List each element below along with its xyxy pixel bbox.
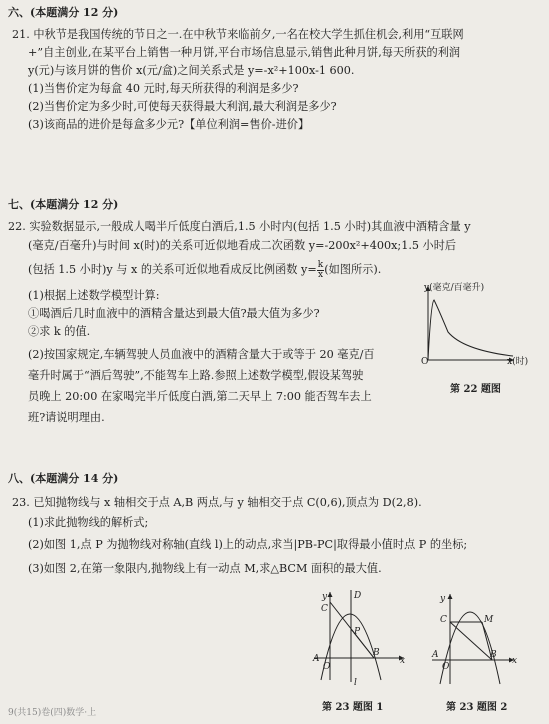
fraction-numerator: k bbox=[317, 259, 324, 270]
fig23-2-label-x: x bbox=[512, 656, 518, 666]
fig23-1-label-B: B bbox=[373, 648, 380, 658]
fig23-1-label-A: A bbox=[313, 654, 320, 664]
page-footer: 9(共15)卷(四)数学·上 bbox=[8, 708, 97, 718]
q22-part-2-line-4: 班?请说明理由. bbox=[28, 411, 105, 424]
q22-part-1b: ②求 k 的值. bbox=[28, 325, 91, 338]
fig23-1-label-C: C bbox=[321, 604, 328, 614]
q23-part-2: (2)如图 1,点 P 为抛物线对称轴(直线 l)上的动点,求当|PB-PC|取得最小值时点 P 的坐标; bbox=[28, 538, 468, 551]
q23-line-1: 23. 已知抛物线与 x 轴相交于点 A,B 两点,与 y 轴相交于点 C(0,6),顶点为 D(2,8). bbox=[12, 496, 422, 509]
fig23-1-label-y: y bbox=[322, 592, 328, 602]
fig23-1-caption: 第 23 题图 1 bbox=[322, 702, 384, 713]
fig22-y-label: y(毫克/百毫升) bbox=[424, 283, 485, 293]
q21-line-3: y(元)与该月饼的售价 x(元/盒)之间关系式是 y=-x²+100x-1 600. bbox=[28, 64, 355, 77]
fig23-1-label-x: x bbox=[400, 656, 406, 666]
q22-part-2-line-2: 毫升时属于“酒后驾驶”,不能驾车上路.参照上述数学模型,假设某驾驶 bbox=[28, 369, 364, 382]
q22-part-2-line-3: 员晚上 20:00 在家喝完半斤低度白酒,第二天早上 7:00 能否驾车去上 bbox=[28, 390, 372, 403]
fig22-x-label: x(时) bbox=[507, 357, 529, 367]
fig22-curve bbox=[428, 300, 513, 360]
q21-part-1: (1)当售价定为每盒 40 元时,每天所获得的利润是多少? bbox=[28, 82, 299, 95]
q22-part-2-line-1: (2)按国家规定,车辆驾驶人员血液中的酒精含量大于或等于 20 毫克/百 bbox=[28, 348, 375, 361]
q23-part-3: (3)如图 2,在第一象限内,抛物线上有一动点 M,求△BCM 面积的最大值. bbox=[28, 562, 382, 575]
q23-part-1: (1)求此抛物线的解析式; bbox=[28, 516, 149, 529]
fig23-2-line-cb bbox=[450, 622, 492, 660]
fig22-origin-label: O bbox=[421, 357, 429, 367]
fig23-1-label-D: D bbox=[354, 591, 362, 601]
fig23-2-label-O: O bbox=[442, 662, 450, 672]
fig23-2-label-A: A bbox=[432, 650, 439, 660]
fig23-2-label-M: M bbox=[484, 615, 494, 625]
fig23-1-label-l: l bbox=[354, 678, 357, 688]
q21-part-3: (3)该商品的进价是每盒多少元?【单位利润=售价-进价】 bbox=[28, 118, 310, 131]
fig23-1-label-P: P bbox=[354, 627, 361, 637]
q22-line-3 bbox=[28, 259, 381, 281]
fig23-1-y-arrow bbox=[328, 592, 333, 597]
q22-part-1a: ①喝酒后几时血液中的酒精含量达到最大值?最大值为多少? bbox=[28, 307, 320, 320]
q22-line-3-tail: (如图所示). bbox=[324, 263, 382, 276]
q21-part-2: (2)当售价定为多少时,可使每天获得最大利润,最大利润是多少? bbox=[28, 100, 337, 113]
fig22-caption: 第 22 题图 bbox=[450, 384, 501, 395]
fig23-2-label-B: B bbox=[490, 650, 497, 660]
section-7-heading: 七、(本题满分 12 分) bbox=[8, 198, 119, 211]
q21-line-2: +”自主创业,在某平台上销售一种月饼,平台市场信息显示,销售此种月饼,每天所获的利润 bbox=[28, 46, 461, 59]
fig23-2-label-C: C bbox=[440, 615, 447, 625]
fig23-1-label-O: O bbox=[323, 662, 331, 672]
q22-part-1: (1)根据上述数学模型计算: bbox=[28, 289, 160, 302]
fig23-2-caption: 第 23 题图 2 bbox=[446, 702, 508, 713]
q21-line-1: 21. 中秋节是我国传统的节日之一.在中秋节来临前夕,一名在校大学生抓住机会,利用“互联网 bbox=[12, 28, 464, 41]
fig23-2-label-y: y bbox=[440, 594, 446, 604]
fraction-denominator: x bbox=[317, 269, 324, 280]
section-8-heading: 八、(本题满分 14 分) bbox=[8, 472, 119, 485]
fig23-2-y-arrow bbox=[448, 594, 453, 599]
q22-line-2: (毫克/百毫升)与时间 x(时)的关系可近似地看成二次函数 y=-200x²+400x;1.5 小时后 bbox=[28, 239, 457, 252]
q22-line-1: 22. 实验数据显示,一般成人喝半斤低度白酒后,1.5 小时内(包括 1.5 小时)其血液中酒精含量 y bbox=[8, 220, 471, 233]
section-6-heading: 六、(本题满分 12 分) bbox=[8, 6, 119, 19]
q22-line-3-text: (包括 1.5 小时)y 与 x 的关系可近似地看成反比例函数 y= bbox=[28, 263, 317, 276]
